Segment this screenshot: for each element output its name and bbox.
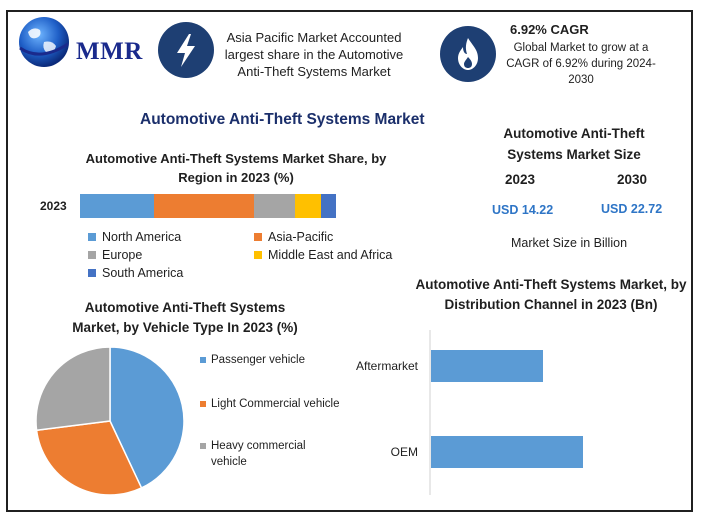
region-bar-segment-middle-east-and-africa	[295, 194, 321, 218]
region-bar-segment-south-america	[321, 194, 336, 218]
value-end: USD 22.72	[601, 202, 663, 216]
legend-label: Light Commercial vehicle	[211, 398, 340, 410]
market-size-title: Automotive Anti-Theft Systems Market Size	[503, 126, 645, 162]
legend-label: South America	[102, 266, 184, 280]
distribution-channel-bar-chart	[340, 330, 640, 500]
legend-swatch	[200, 443, 206, 449]
region-bar-segment-europe	[254, 194, 295, 218]
year-start: 2023	[505, 172, 536, 187]
legend-south-america	[88, 266, 183, 280]
globe-icon	[14, 12, 74, 70]
apac-share-text: Asia Pacific Market Accounted largest share in the Automotive Anti-Theft Systems Market	[224, 30, 404, 79]
region-category-label: 2023	[40, 199, 67, 213]
region-bar-segment-asia-pacific	[154, 194, 254, 218]
region-stacked-bar	[80, 194, 336, 218]
legend-heavy-commercial-vehicle	[200, 438, 320, 470]
legend-swatch	[254, 233, 262, 241]
legend-label: Passenger vehicle	[211, 354, 305, 366]
legend-north-america	[88, 230, 181, 244]
logo-text: MMR	[76, 38, 143, 65]
bar-oem	[431, 436, 583, 468]
main-title: Automotive Anti-Theft Systems Market	[140, 111, 425, 128]
legend-passenger-vehicle	[200, 352, 340, 368]
pie-slice-heavy-commercial-vehicle	[36, 347, 110, 430]
legend-label: Heavy commercial vehicle	[211, 440, 306, 468]
category-label-oem: OEM	[390, 445, 418, 459]
legend-europe	[88, 248, 142, 262]
vehicle-type-pie-chart	[30, 341, 190, 501]
legend-swatch	[254, 251, 262, 259]
vehicle-type-chart-title: Automotive Anti-Theft Systems Market, by Vehicle Type In 2023 (%)	[72, 300, 298, 335]
value-start: USD 14.22	[492, 203, 554, 217]
legend-light-commercial-vehicle	[200, 396, 350, 412]
legend-label: Middle East and Africa	[268, 248, 393, 262]
legend-middle-east-africa	[254, 248, 392, 262]
bar-aftermarket	[431, 350, 543, 382]
category-label-aftermarket: Aftermarket	[355, 359, 418, 373]
year-end: 2030	[617, 172, 648, 187]
lightning-bolt-icon	[158, 22, 214, 78]
region-chart-title: Automotive Anti-Theft Systems Market Share, by Region in 2023 (%)	[85, 151, 387, 185]
cagr-description: Global Market to grow at a CAGR of 6.92% during 2024-2030	[506, 42, 656, 86]
market-size-unit: Market Size in Billion	[511, 236, 628, 250]
legend-label: North America	[102, 230, 182, 244]
legend-swatch	[88, 251, 96, 259]
region-bar-segment-north-america	[80, 194, 154, 218]
distribution-chart-title: Automotive Anti-Theft Systems Market, by Distribution Channel in 2023 (Bn)	[415, 277, 687, 312]
legend-swatch	[200, 401, 206, 407]
legend-label: Asia-Pacific	[268, 230, 334, 244]
legend-swatch	[88, 233, 96, 241]
legend-asia-pacific	[254, 230, 333, 244]
flame-icon	[440, 26, 496, 82]
legend-label: Europe	[102, 248, 143, 262]
legend-swatch	[88, 269, 96, 277]
cagr-title: 6.92% CAGR	[510, 22, 589, 37]
legend-swatch	[200, 357, 206, 363]
mmr-logo	[14, 12, 144, 74]
